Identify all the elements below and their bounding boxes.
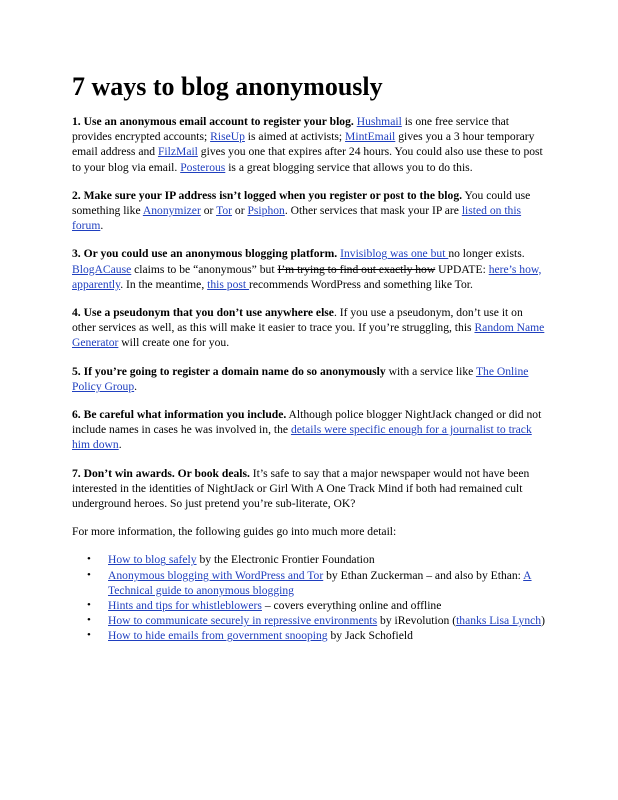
struck-text: I’m trying to find out exactly how <box>277 262 436 276</box>
body-text: with a service like <box>385 364 476 378</box>
body-text: . If you use a pseudonym, don’t use it on other services as well, as this will make it easier to trace you. If you’re struggling, this <box>72 306 523 335</box>
link-here-s-how-apparently[interactable]: here’s how, apparently <box>72 262 542 291</box>
tip-heading: 5. If you’re going to register a domain name do so anonymously <box>72 364 386 378</box>
body-text: is aimed at activists; <box>244 130 346 144</box>
guides-list <box>72 552 548 643</box>
body-text: by Jack Schofield <box>327 629 413 643</box>
body-text: recommends WordPress and something like Tor. <box>249 277 473 291</box>
body-text: . <box>100 219 104 233</box>
body-text: by the Electronic Frontier Foundation <box>196 553 375 567</box>
more-info-text: For more information, the following guides go into much more detail: <box>72 525 397 539</box>
tip-heading: 4. Use a pseudonym that you don’t use anywhere else <box>72 306 334 320</box>
body-text: by Ethan Zuckerman – and also by Ethan: <box>323 568 524 582</box>
guide-list-item <box>87 613 548 628</box>
body-text: It’s safe to say that a major newspaper would not have been interested in the identities of NightJack or Girl With A One Track Mind if both had remained cult underground heroes. So just pretend you’re sub-literate, OK? <box>72 466 530 511</box>
tip-paragraph <box>72 466 548 512</box>
body-text: You could use something like <box>72 188 531 218</box>
tip-heading: 7. Don’t win awards. Or book deals. <box>72 466 250 480</box>
tip-paragraph <box>72 246 548 292</box>
body-text: – covers everything online and offline <box>261 599 442 613</box>
link-this-post[interactable]: this post <box>207 277 249 291</box>
link-the-online-policy-group[interactable]: The Online Policy Group <box>72 364 529 393</box>
body-text: UPDATE: <box>435 262 489 276</box>
link-filzmail[interactable]: FilzMail <box>157 145 198 159</box>
body-text: is a great blogging service that allows you to do this. <box>225 160 473 174</box>
body-text: gives you a 3 hour temporary email address and <box>72 130 535 159</box>
link-riseup[interactable]: RiseUp <box>210 130 245 144</box>
body-text: or <box>232 204 248 218</box>
guide-list-item <box>87 568 548 598</box>
tip-heading: 6. Be careful what information you include. <box>72 408 287 422</box>
tip-paragraph <box>72 188 548 234</box>
body-text: by iRevolution ( <box>377 614 457 628</box>
link-a-technical-guide-to-anonymous-blogging[interactable]: A Technical guide to anonymous blogging <box>108 568 532 597</box>
body-text: . <box>118 438 122 452</box>
link-thanks-lisa-lynch[interactable]: thanks Lisa Lynch <box>456 614 542 628</box>
body-text: or <box>200 204 217 218</box>
page-title: 7 ways to blog anonymously <box>72 72 383 101</box>
tip-paragraph <box>72 305 548 351</box>
tip-heading: 2. Make sure your IP address isn’t logged when you register or post to the blog. <box>72 188 463 202</box>
link-hushmail[interactable]: Hushmail <box>356 115 402 128</box>
link-how-to-blog-safely[interactable]: How to blog safely <box>108 553 197 567</box>
tip-heading: 3. Or you could use an anonymous blogging platform. <box>72 247 338 261</box>
tip-paragraph <box>72 114 548 175</box>
link-anonymous-blogging-with-wordpress-and-tor[interactable]: Anonymous blogging with WordPress and Tor <box>108 568 324 582</box>
link-hints-and-tips-for-whistleblowers[interactable]: Hints and tips for whistleblowers <box>108 599 262 613</box>
body-text: ) <box>541 614 545 628</box>
link-how-to-communicate-securely-in-repressive-environments[interactable]: How to communicate securely in repressive environments <box>108 614 378 628</box>
bullet-icon: • <box>87 599 91 612</box>
guide-list-item <box>87 552 548 567</box>
body-text: gives you one that expires after 24 hours. You could also use these to post to your blog via email. <box>72 145 543 174</box>
link-mintemail[interactable]: MintEmail <box>345 130 396 144</box>
guide-list-item <box>87 598 548 613</box>
body-text: is one free service that provides encrypted accounts; <box>72 115 509 144</box>
body-text: . In the meantime, <box>120 277 208 291</box>
link-tor[interactable]: Tor <box>216 204 232 218</box>
body-text: no longer exists. <box>448 247 525 261</box>
body-text: will create one for you. <box>118 336 230 350</box>
link-posterous[interactable]: Posterous <box>180 160 226 174</box>
tip-paragraph <box>72 407 548 453</box>
bullet-icon: • <box>87 614 91 627</box>
body-text: . <box>134 379 138 393</box>
guide-list-item <box>87 628 548 643</box>
link-anonymizer[interactable]: Anonymizer <box>142 204 201 218</box>
tip-heading: 1. Use an anonymous email account to register your blog. <box>72 115 354 128</box>
link-random-name-generator[interactable]: Random Name Generator <box>72 321 545 350</box>
link-blogacause[interactable]: BlogACause <box>72 262 132 276</box>
link-psiphon[interactable]: Psiphon <box>247 204 285 218</box>
body-text: claims to be “anonymous” but <box>131 262 278 276</box>
document-page <box>72 72 548 644</box>
link-details-were-specific-enough-for-a-journalist-to-track-him-down[interactable]: details were specific enough for a journalist to track him down <box>72 423 532 452</box>
body-text: . Other services that mask your IP are <box>284 204 462 218</box>
link-how-to-hide-emails-from-government-snooping[interactable]: How to hide emails from government snooping <box>108 629 328 643</box>
tips-list <box>72 114 548 511</box>
bullet-icon: • <box>87 553 91 566</box>
tip-paragraph <box>72 364 548 394</box>
link-listed-on-this-forum[interactable]: listed on this forum <box>72 204 522 233</box>
bullet-icon: • <box>87 568 91 581</box>
bullet-icon: • <box>87 629 91 642</box>
link-invisiblog-was-one-but[interactable]: Invisiblog was one but <box>340 247 449 261</box>
body-text: Although police blogger NightJack changed or did not include names in cases he was involved in, the <box>72 408 542 437</box>
